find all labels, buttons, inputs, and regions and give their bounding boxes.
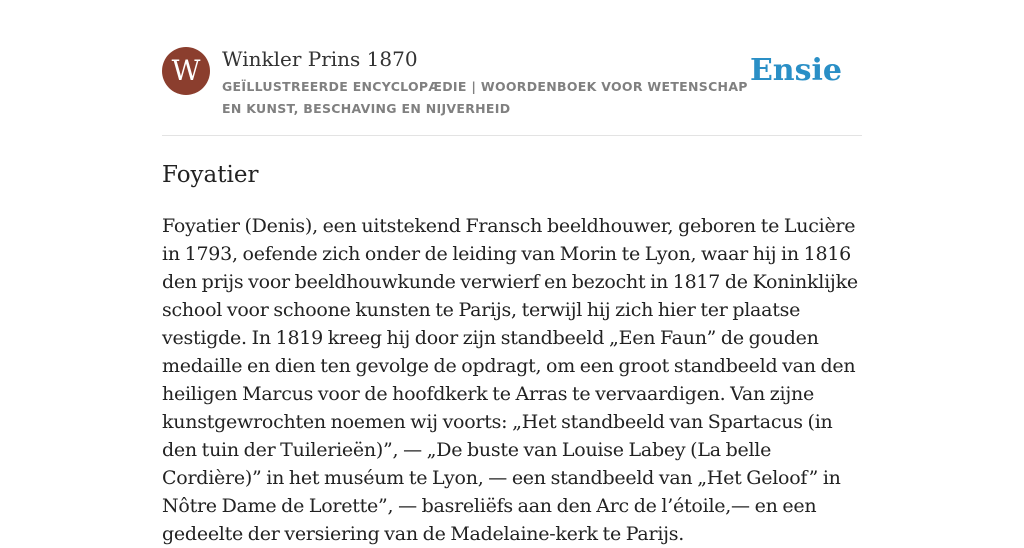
- entry-definition: Foyatier (Denis), een uitstekend Fransch beeldhouwer, geboren te Lucière in 1793, oefende zich onder de leiding van Morin te Lyon, waar hij in 1816 den prijs voor beeldhouwkunde verwierf en bezocht in 1817 de Koninklijke school voor schoone kunsten te Parijs, terwijl hij zich hier ter plaatse vestigde. In 1819 kreeg hij door zijn standbeeld „Een Faun” de gouden medaille en dien ten gevolge de opdragt, om een groot standbeeld van den heiligen Marcus voor de hoofdkerk te Arras te vervaardigen. Van zijne kunstgewrochten noemen wij voorts: „Het standbeeld van Spartacus (in den tuin der Tuilerieën)”, — „De buste van Louise Labey (La belle Cordière)” in het muséum te Lyon, — een standbeeld van „Het Geloof” in Nôtre Dame de Lorette”, — basreliëfs aan den Arc de l’étoile,— en een gedeelte der versiering van de Madelaine-kerk te Parijs.: [162, 215, 858, 545]
- source-header: [162, 47, 862, 136]
- source-titles: [222, 47, 752, 120]
- entry-content: [162, 160, 862, 548]
- entry-title: Foyatier: [162, 162, 259, 188]
- source-subtitle: GEÏLLUSTREERDE ENCYCLOPÆDIE | WOORDENBOEK VOOR WETENSCHAP EN KUNST, BESCHAVING EN NIJVERHEID: [222, 79, 748, 116]
- ensie-logo[interactable]: Ensie: [749, 53, 842, 88]
- source-title[interactable]: Winkler Prins 1870: [222, 47, 418, 71]
- source-avatar[interactable]: W: [162, 47, 210, 95]
